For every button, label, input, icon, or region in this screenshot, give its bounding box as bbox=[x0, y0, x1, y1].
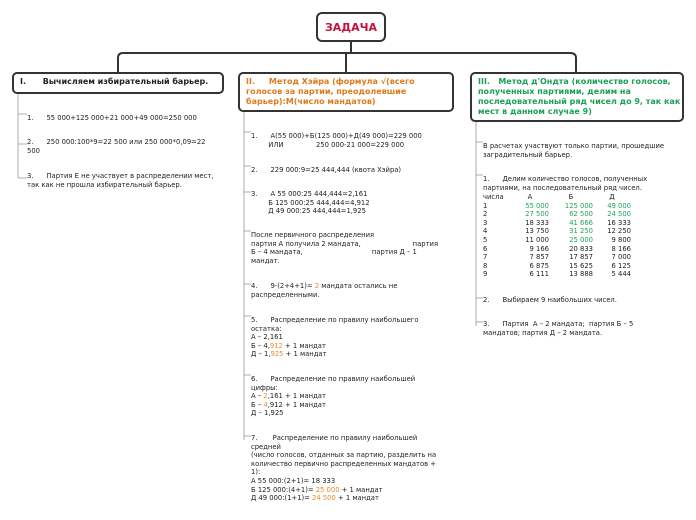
dhondt-table-cell: 16 333 bbox=[607, 218, 631, 227]
dhondt-table-row bbox=[483, 236, 631, 245]
dhondt-table-cell: 55 000 bbox=[525, 201, 549, 210]
dhondt-table-cell: 8 166 bbox=[611, 244, 631, 253]
dhondt-table-cell: 27 500 bbox=[525, 210, 549, 219]
dhondt-table-cell: 9 166 bbox=[529, 244, 549, 253]
dhondt-table-cell: 6 125 bbox=[611, 261, 631, 270]
dhondt-table-cell: 20 833 bbox=[569, 244, 593, 253]
dhondt-table bbox=[483, 193, 631, 279]
dhondt-header-cell: числа bbox=[483, 193, 504, 201]
dhondt-table-cell: 13 750 bbox=[525, 227, 549, 236]
dhondt-table-body bbox=[483, 202, 631, 279]
dhondt-table-cell: 7 bbox=[483, 253, 488, 262]
branch-1-item-3[interactable]: 3. Партия Е не участвует в распределении мест, так как не прошла избирательный барьер. bbox=[27, 172, 214, 189]
dhondt-table-cell: 7 857 bbox=[529, 253, 549, 262]
dhondt-table-cell: 6 875 bbox=[529, 261, 549, 270]
dhondt-table-cell: 8 bbox=[483, 261, 488, 270]
branch-1-item-2[interactable]: 2. 250 000:100*9=22 500 или 250 000*0,09=22 500 bbox=[27, 138, 206, 155]
branch-2-item-1[interactable]: 1. А(55 000)+Б(125 000)+Д(49 000)=229 000 ИЛИ 250 000-21 000=229 000 bbox=[251, 132, 422, 149]
dhondt-table-cell: 7 000 bbox=[611, 253, 631, 262]
dhondt-header-cell: А bbox=[527, 193, 533, 201]
dhondt-table-row bbox=[483, 219, 631, 228]
dhondt-table-cell: 9 bbox=[483, 270, 488, 279]
dhondt-table-cell: 11 000 bbox=[525, 235, 549, 244]
branch-3-header[interactable]: III. Метод д'Ондта (количество голосов, полученных партиями, делим на последовательный ряд чисел до 9, так как мест в данном случае 9) bbox=[470, 72, 684, 122]
dhondt-table-cell: 125 000 bbox=[564, 201, 593, 210]
dhondt-table-cell: 18 333 bbox=[525, 218, 549, 227]
dhondt-table-cell: 62 500 bbox=[569, 210, 593, 219]
dhondt-table-cell: 5 bbox=[483, 235, 488, 244]
branch-3-item-1[interactable]: 1. Делим количество голосов, полученных партиями, на последовательный ряд чисел. bbox=[483, 175, 648, 192]
dhondt-table-row bbox=[483, 202, 631, 211]
dhondt-table-row bbox=[483, 253, 631, 262]
dhondt-table-row bbox=[483, 210, 631, 219]
branch-2-note[interactable]: После первичного распределения партия А получила 2 мандата, партия Б – 4 мандата, партия Д – 1 мандат. bbox=[251, 231, 439, 265]
dhondt-table-cell: 6 bbox=[483, 244, 488, 253]
dhondt-table-cell: 25 000 bbox=[569, 235, 593, 244]
branch-1-item-1[interactable]: 1. 55 000+125 000+21 000+49 000=250 000 bbox=[27, 114, 197, 122]
dhondt-table-cell: 17 857 bbox=[569, 253, 593, 262]
dhondt-table-cell: 24 500 bbox=[607, 210, 631, 219]
dhondt-table-cell: 12 250 bbox=[607, 227, 631, 236]
branch-3-item-2[interactable]: 2. Выбираем 9 наибольших чисел. bbox=[483, 296, 617, 304]
branch-2-item-5[interactable]: 5. Распределение по правилу наибольшего остатка: А – 2,161 Б – 4,912 + 1 мандат Д – 1,925 + 1 мандат bbox=[251, 316, 419, 359]
dhondt-table-cell: 13 888 bbox=[569, 270, 593, 279]
branch-2-item-7[interactable]: 7. Распределение по правилу наибольшей средней (число голосов, отданных за партию, разделить на количество первично распределенных мандатов + 1): А 55 000:(2+1)= 18 333 Б 125 000:(4+1)= 25 000 + 1 мандат Д 49 000:(1+1)= 24 500 + 1 мандат bbox=[251, 434, 437, 503]
branch-2-item-3[interactable]: 3. А 55 000:25 444,444=2,161 Б 125 000:25 444,444=4,912 Д 49 000:25 444,444=1,925 bbox=[251, 190, 370, 216]
dhondt-table-cell: 6 111 bbox=[529, 270, 549, 279]
dhondt-table-row bbox=[483, 245, 631, 254]
dhondt-table-cell: 3 bbox=[483, 218, 488, 227]
dhondt-table-cell: 5 444 bbox=[611, 270, 631, 279]
root-title: ЗАДАЧА bbox=[324, 20, 378, 34]
branch-2-item-6[interactable]: 6. Распределение по правилу наибольшей цифры: А – 2,161 + 1 мандат Б – 4,912 + 1 мандат Д – 1,925 bbox=[251, 375, 416, 418]
dhondt-table-row bbox=[483, 270, 631, 279]
dhondt-table-cell: 49 000 bbox=[607, 201, 631, 210]
dhondt-table-cell: 41 666 bbox=[569, 218, 593, 227]
branch-3-item-3[interactable]: 3. Партия А – 2 мандата; партия Б – 5 мандатов; партия Д – 2 мандата. bbox=[483, 320, 634, 337]
branch-3-intro[interactable]: В расчетах участвуют только партии, прошедшие заградительный барьер. bbox=[483, 142, 665, 159]
branch-2-header[interactable]: II. Метод Хэйра (формула √(всего голосов за партии, преодолевшие барьер):М(число мандатов) bbox=[238, 72, 454, 112]
branch-2-item-2[interactable]: 2. 229 000:9=25 444,444 (квота Хэйра) bbox=[251, 166, 402, 174]
dhondt-table-row bbox=[483, 262, 631, 271]
dhondt-table-cell: 4 bbox=[483, 227, 488, 236]
branch-1-header[interactable]: I. Вычисляем избирательный барьер. bbox=[12, 72, 224, 94]
root-node-task[interactable] bbox=[316, 12, 386, 42]
branch-2-item-4[interactable]: 4. 9-(2+4+1)= 2 мандата остались не распределенными. bbox=[251, 282, 398, 299]
dhondt-table-cell: 1 bbox=[483, 201, 488, 210]
dhondt-table-cell: 15 625 bbox=[569, 261, 593, 270]
dhondt-table-header bbox=[483, 193, 631, 202]
dhondt-table-cell: 2 bbox=[483, 210, 488, 219]
dhondt-header-cell: Б bbox=[568, 193, 574, 201]
dhondt-table-cell: 31 250 bbox=[569, 227, 593, 236]
dhondt-table-cell: 9 800 bbox=[611, 235, 631, 244]
dhondt-header-cell: Д bbox=[609, 193, 615, 201]
dhondt-table-row bbox=[483, 227, 631, 236]
